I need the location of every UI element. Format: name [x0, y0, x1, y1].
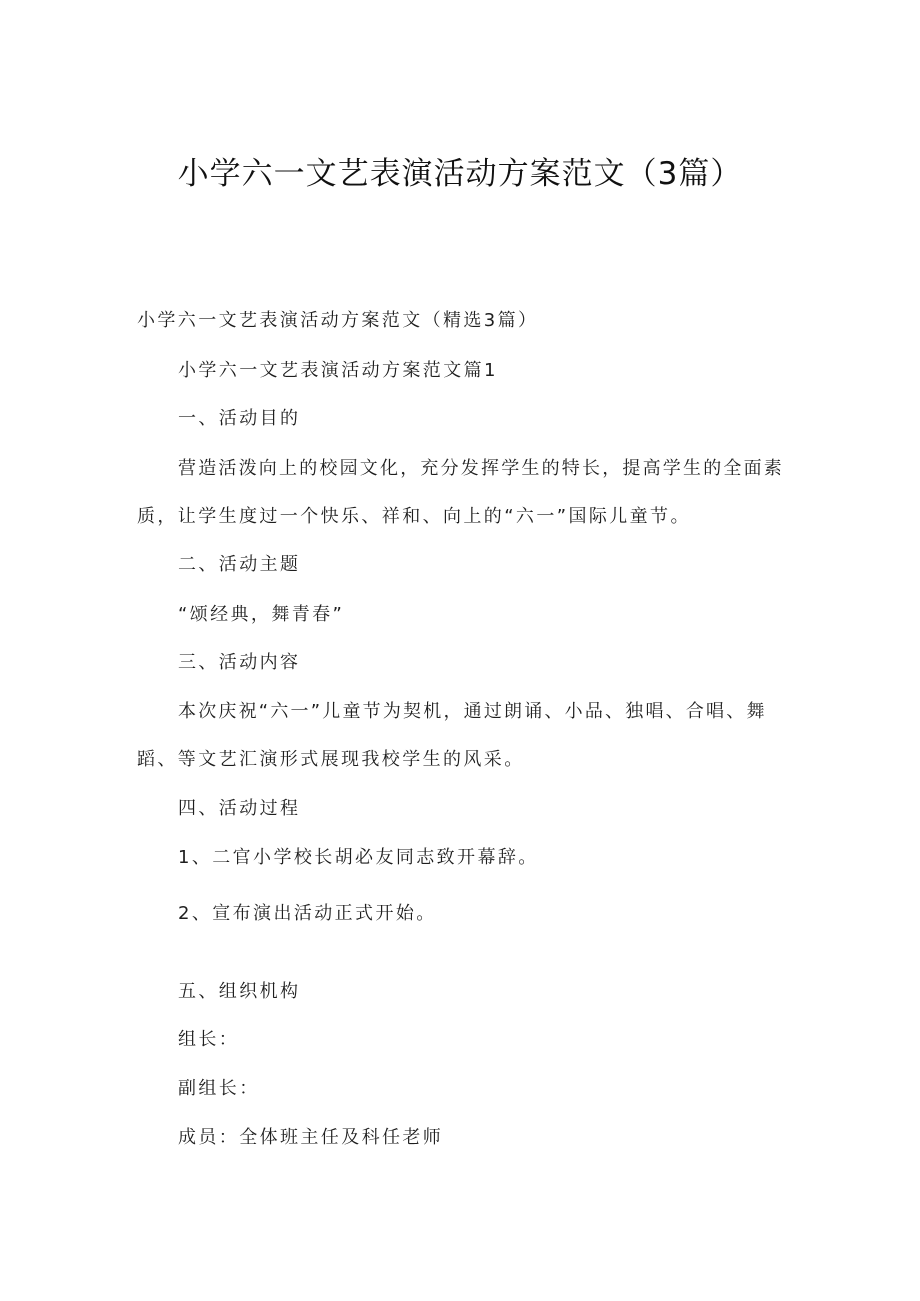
section-heading-theme: 二、活动主题	[178, 554, 301, 575]
paragraph-content-line2: 蹈、等文艺汇演形式展现我校学生的风采。	[137, 749, 525, 770]
organization-deputy: 副组长：	[178, 1078, 260, 1099]
document-subtitle: 小学六一文艺表演活动方案范文（精选3篇）	[137, 310, 539, 331]
paragraph-theme: “颂经典，舞青春”	[178, 604, 345, 625]
document-title: 小学六一文艺表演活动方案范文（3篇）	[177, 156, 743, 192]
section-heading-process: 四、活动过程	[178, 798, 301, 819]
organization-leader: 组长：	[178, 1029, 240, 1050]
process-item-2: 2、宣布演出活动正式开始。	[178, 903, 437, 924]
paragraph-content-line1: 本次庆祝“六一”儿童节为契机，通过朗诵、小品、独唱、合唱、舞	[178, 701, 767, 722]
section-heading-purpose: 一、活动目的	[178, 408, 301, 429]
process-item-1: 1、二官小学校长胡必友同志致开幕辞。	[178, 847, 539, 868]
section-heading-organization: 五、组织机构	[178, 981, 301, 1002]
paragraph-purpose-line1: 营造活泼向上的校园文化，充分发挥学生的特长，提高学生的全面素	[178, 458, 784, 479]
paragraph-purpose-line2: 质，让学生度过一个快乐、祥和、向上的“六一”国际儿童节。	[137, 506, 691, 527]
article-heading: 小学六一文艺表演活动方案范文篇1	[178, 360, 498, 381]
section-heading-content: 三、活动内容	[178, 652, 301, 673]
organization-members: 成员：全体班主任及科任老师	[178, 1127, 444, 1148]
